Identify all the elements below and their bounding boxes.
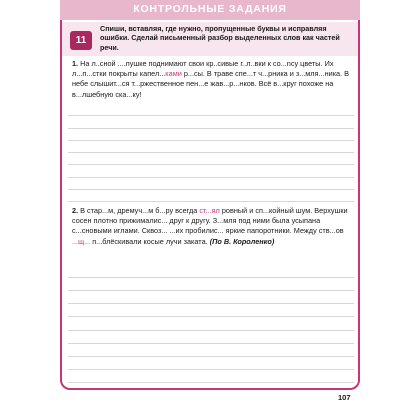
exercise-2-number: 2. <box>72 206 79 215</box>
writing-line[interactable] <box>68 290 354 291</box>
page-number: 107 <box>338 393 351 402</box>
text-fragment: ровный и сп...койный шум. Верхушки сосен плотно прижималис... друг к другу. З...мля под ними была усыпана с...сновыми иглами. Сквоз... ...их пробилис... яркие папоротники. Между ств...ов <box>72 206 348 236</box>
highlighted-word: ...щ... <box>72 236 91 246</box>
writing-line[interactable] <box>68 152 354 153</box>
exercise-1-body <box>72 59 349 99</box>
section-title: КОНТРОЛЬНЫЕ ЗАДАНИЯ <box>133 3 287 15</box>
writing-line[interactable] <box>68 115 354 116</box>
text-fragment: На л..сной ....пушке поднимают свои кр..сивые г..л..вки к со...ncу цветы. Их л...п...стки покрыты капел... <box>72 59 334 79</box>
writing-line[interactable] <box>68 330 354 331</box>
writing-line[interactable] <box>68 177 354 178</box>
text-fragment: п...блёскивали косые лучи заката. <box>90 236 208 246</box>
writing-line[interactable] <box>68 382 354 383</box>
writing-line[interactable] <box>68 369 354 370</box>
task-number-badge: 11 <box>70 31 92 50</box>
writing-line[interactable] <box>68 343 354 344</box>
writing-lines-2[interactable] <box>68 265 354 383</box>
writing-line[interactable] <box>68 316 354 317</box>
writing-line[interactable] <box>68 201 354 202</box>
exercise-2-text <box>72 206 354 247</box>
writing-line[interactable] <box>68 140 354 141</box>
exercise-2-author: (По В. Короленко) <box>209 236 275 246</box>
text-fragment: В стар...м, дремуч...м б...ру всегда <box>80 206 200 215</box>
writing-line[interactable] <box>68 303 354 304</box>
writing-line[interactable] <box>68 128 354 129</box>
exercise-1-text <box>72 59 354 100</box>
writing-line[interactable] <box>68 189 354 190</box>
text-fragment: р...сы. В траве спе...т ч...рника и з...мля...ника. В небе слышит...ся т...ржественное пен...е жав...р...нков. Всё в...круг похоже на в...лшебную ска...ку! <box>72 69 350 99</box>
writing-lines-1[interactable] <box>68 104 354 202</box>
writing-line[interactable] <box>68 356 354 357</box>
highlighted-word: ками <box>165 69 182 79</box>
highlighted-word: ст...ял <box>199 206 220 215</box>
exercise-1-number: 1. <box>72 59 79 68</box>
writing-line[interactable] <box>68 277 354 278</box>
task-instruction: Спиши, вставляя, где нужно, пропущенные буквы и исправляя ошибки. Сделай письменный разбор выделенных слов как частей речи. <box>100 24 340 52</box>
writing-line[interactable] <box>68 164 354 165</box>
